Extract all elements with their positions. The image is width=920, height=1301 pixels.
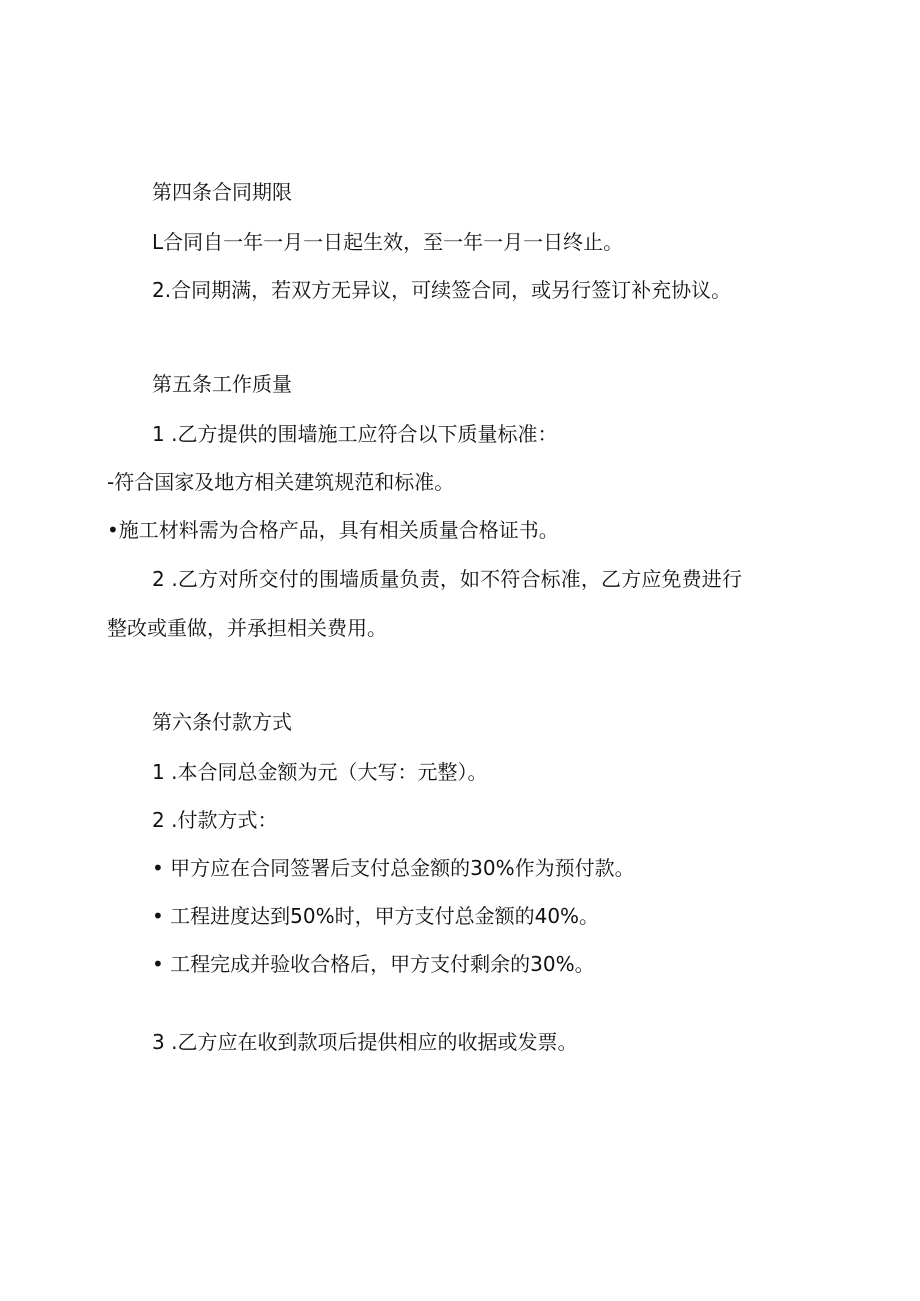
- article6-heading: 第六条付款方式: [152, 710, 292, 734]
- article5-item2-line1: 2 .乙方对所交付的围墙质量负责，如不符合标准，乙方应免费进行: [152, 567, 743, 591]
- article4-item2: 2.合同期满，若双方无异议，可续签合同，或另行签订补充协议。: [152, 278, 732, 302]
- article5-item1: 1 .乙方提供的围墙施工应符合以下质量标准：: [152, 422, 558, 446]
- article5-heading: 第五条工作质量: [152, 372, 292, 396]
- article6-bullet1: • 甲方应在合同签署后支付总金额的30%作为预付款。: [152, 856, 635, 880]
- article5-bullet2: •施工材料需为合格产品，具有相关质量合格证书。: [107, 518, 559, 542]
- article5-item2-line2: 整改或重做，并承担相关费用。: [107, 616, 387, 640]
- article6-item2: 2 .付款方式：: [152, 808, 278, 832]
- article6-bullet2: • 工程进度达到50%时，甲方支付总金额的40%。: [152, 904, 600, 928]
- article4-heading: 第四条合同期限: [152, 180, 292, 204]
- article6-item3: 3 .乙方应在收到款项后提供相应的收据或发票。: [152, 1030, 578, 1054]
- article6-item1: 1 .本合同总金额为元（大写：元整）。: [152, 760, 488, 784]
- article5-bullet1: -符合国家及地方相关建筑规范和标准。: [107, 470, 455, 494]
- article4-item1: L合同自一年一月一日起生效，至一年一月一日终止。: [152, 230, 624, 254]
- article6-bullet3: • 工程完成并验收合格后，甲方支付剩余的30%。: [152, 952, 595, 976]
